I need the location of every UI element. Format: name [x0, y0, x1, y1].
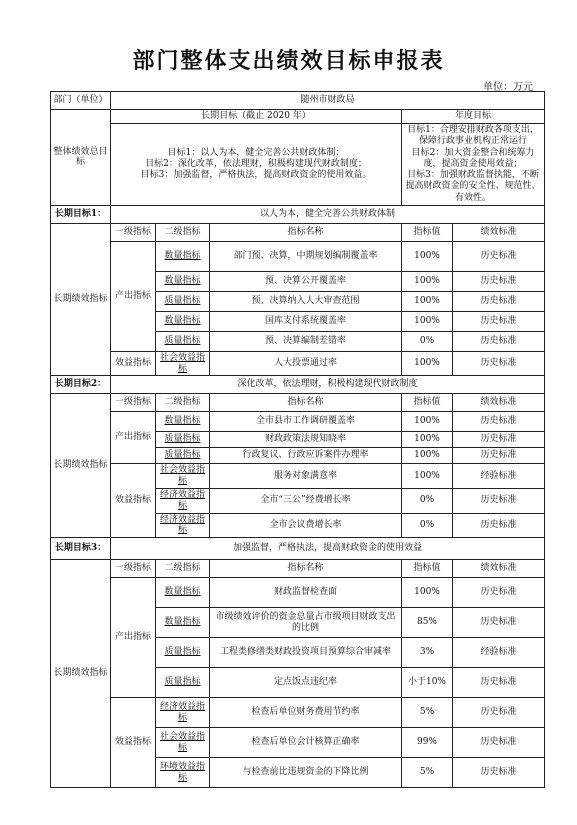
header-level2: 二级指标 [156, 223, 210, 241]
overview-header-row [51, 110, 545, 124]
indicator-row [51, 412, 545, 432]
indicator-standard: 历史标准 [453, 698, 545, 728]
level2-cell [156, 608, 210, 638]
indicator-name: 人大投票通过率 [210, 351, 402, 376]
level2-label: 数量指标 [164, 315, 201, 326]
indicator-name: 预、决算编制差错率 [210, 331, 402, 351]
indicator-value: 小于10% [402, 668, 453, 698]
level2-cell [156, 668, 210, 698]
level2-label: 数量指标 [164, 275, 201, 286]
level2-label: 质量指标 [164, 335, 201, 346]
level2-cell [156, 271, 210, 291]
level2-cell [156, 331, 210, 351]
indicator-name: 部门预、决算，中期规划编制覆盖率 [210, 241, 402, 271]
indicator-name: 行政复议、行政应诉案件办理率 [210, 448, 402, 464]
level1-cell: 效益指标 [111, 698, 156, 788]
indicator-standard: 经验标准 [453, 464, 545, 489]
indicator-value: 100% [402, 351, 453, 376]
indicator-value: 100% [402, 578, 453, 608]
annual-objective-3: 目标3：加强财政监督执能，不断提高财政资金的安全性、规范性、有效性。 [405, 170, 541, 203]
indicator-value: 100% [402, 271, 453, 291]
indicator-header-row [51, 223, 545, 241]
header-level1: 一级指标 [111, 560, 156, 578]
level1-cell: 效益指标 [111, 351, 156, 376]
indicator-standard: 历史标准 [453, 513, 545, 538]
dept-row [51, 92, 545, 110]
indicator-value: 100% [402, 241, 453, 271]
indicator-name: 国库支付系统覆盖率 [210, 311, 402, 331]
level2-label: 经济效益指标 [159, 701, 205, 723]
indicator-name: 服务对象满意率 [210, 464, 402, 489]
indicator-name: 全市“三公”经费增长率 [210, 488, 402, 513]
header-value: 指标值 [402, 560, 453, 578]
page-title: 部门整体支出绩效目标申报表 [132, 48, 445, 74]
header-standard: 绩效标准 [453, 394, 545, 412]
indicator-row [51, 464, 545, 489]
indicator-name: 全市县市工作调研覆盖率 [210, 412, 402, 432]
indicator-value: 0% [402, 513, 453, 538]
indicator-value: 0% [402, 331, 453, 351]
header-name: 指标名称 [210, 394, 402, 412]
dept-label: 部门（单位） [51, 92, 111, 110]
level2-cell [156, 488, 210, 513]
overview-body-row [51, 124, 545, 206]
indicator-standard: 历史标准 [453, 271, 545, 291]
side-label: 长期绩效指标 [51, 223, 111, 376]
level1-cell: 效益指标 [111, 464, 156, 538]
level2-cell [156, 513, 210, 538]
indicator-value: 100% [402, 432, 453, 448]
indicator-header-row [51, 560, 545, 578]
level2-label: 社会效益指标 [159, 731, 205, 753]
goal-row [51, 205, 545, 223]
level2-cell [156, 728, 210, 758]
goal-label: 长期目标3： [51, 538, 111, 560]
level1-cell: 产出指标 [111, 578, 156, 698]
level1-cell: 产出指标 [111, 412, 156, 464]
level2-label: 质量指标 [164, 677, 201, 688]
annual-objective-2: 目标2：加大资金整合和统筹力度，提高资金使用效益； [411, 147, 535, 169]
indicator-standard: 历史标准 [453, 311, 545, 331]
indicator-standard: 历史标准 [453, 758, 545, 788]
level2-label: 环境效益指标 [159, 761, 205, 783]
indicator-standard: 历史标准 [453, 351, 545, 376]
indicator-name: 市级绩效评价的资金总量占市级项目财政支出的比例 [210, 608, 402, 638]
annual-header: 年度目标 [402, 110, 545, 124]
indicator-value: 100% [402, 291, 453, 311]
indicator-standard: 历史标准 [453, 668, 545, 698]
indicator-row [51, 578, 545, 608]
long-term-header: 长期目标（截止 2020 年） [111, 110, 402, 124]
indicator-value: 100% [402, 464, 453, 489]
goal-label: 长期目标2： [51, 376, 111, 394]
header-standard: 绩效标准 [453, 223, 545, 241]
goal-text: 加强监督，严格执法，提高财政资金的使用效益 [111, 538, 545, 560]
indicator-value: 5% [402, 698, 453, 728]
level2-cell [156, 698, 210, 728]
indicator-standard: 经验标准 [453, 638, 545, 668]
indicator-standard: 历史标准 [453, 412, 545, 432]
goal-row [51, 376, 545, 394]
indicator-row [51, 241, 545, 271]
indicator-value: 100% [402, 311, 453, 331]
level2-cell [156, 448, 210, 464]
indicator-name: 财政监督检查面 [210, 578, 402, 608]
header-level1: 一级指标 [111, 223, 156, 241]
indicator-standard: 历史标准 [453, 291, 545, 311]
indicator-standard: 历史标准 [453, 578, 545, 608]
indicator-name: 工程类修缮类财政投资项目预算综合审减率 [210, 638, 402, 668]
header-standard: 绩效标准 [453, 560, 545, 578]
level2-cell [156, 241, 210, 271]
indicator-standard: 历史标准 [453, 448, 545, 464]
indicator-value: 0% [402, 488, 453, 513]
level2-cell [156, 291, 210, 311]
indicator-value: 100% [402, 412, 453, 432]
indicator-value: 99% [402, 728, 453, 758]
indicator-standard: 历史标准 [453, 728, 545, 758]
overview-label: 整体绩效总目标 [51, 110, 111, 206]
level2-label: 质量指标 [164, 450, 201, 461]
level2-label: 经济效益指标 [159, 489, 205, 511]
indicator-value: 3% [402, 638, 453, 668]
indicator-row [51, 351, 545, 376]
indicator-header-row [51, 394, 545, 412]
level2-cell [156, 412, 210, 432]
level2-label: 社会效益指标 [159, 352, 205, 374]
side-label: 长期绩效指标 [51, 394, 111, 538]
indicator-value: 85% [402, 608, 453, 638]
long-term-objectives [111, 124, 402, 206]
indicator-value: 100% [402, 448, 453, 464]
performance-table [50, 91, 545, 788]
indicator-standard: 历史标准 [453, 241, 545, 271]
long-term-objective-3: 目标3：加强监督，严格执法，提高财政资金的使用效益。 [140, 170, 372, 180]
level2-label: 数量指标 [164, 416, 201, 427]
level2-label: 数量指标 [164, 587, 201, 598]
unit-label: 单位：万元 [483, 82, 533, 93]
indicator-name: 检查后单位会计核算正确率 [210, 728, 402, 758]
level2-label: 质量指标 [164, 434, 201, 445]
indicator-row [51, 698, 545, 728]
indicator-name: 预、决算公开覆盖率 [210, 271, 402, 291]
header-name: 指标名称 [210, 560, 402, 578]
indicator-value: 5% [402, 758, 453, 788]
level2-cell [156, 311, 210, 331]
indicator-standard: 历史标准 [453, 331, 545, 351]
indicator-name: 财政政策法规知晓率 [210, 432, 402, 448]
level2-label: 质量指标 [164, 647, 201, 658]
header-value: 指标值 [402, 394, 453, 412]
header-level2: 二级指标 [156, 394, 210, 412]
level2-cell [156, 351, 210, 376]
level2-label: 数量指标 [164, 617, 201, 628]
level2-cell [156, 758, 210, 788]
indicator-standard: 历史标准 [453, 488, 545, 513]
indicator-standard: 历史标准 [453, 432, 545, 448]
header-value: 指标值 [402, 223, 453, 241]
level2-label: 数量指标 [164, 250, 201, 261]
indicator-name: 检查后单位财务费用节约率 [210, 698, 402, 728]
goal-text: 深化改革，依法理财，积极构建现代财政制度 [111, 376, 545, 394]
indicator-standard: 历史标准 [453, 608, 545, 638]
level1-cell: 产出指标 [111, 241, 156, 351]
indicator-name: 全市会议费增长率 [210, 513, 402, 538]
level2-label: 社会效益指标 [159, 465, 205, 487]
indicator-name: 与检查前比违规资金的下降比例 [210, 758, 402, 788]
long-term-objective-2: 目标2：深化改革，依法理财，积极构建现代财政制度； [145, 158, 367, 169]
level2-cell [156, 638, 210, 668]
indicator-name: 预、决算纳入人大审查范围 [210, 291, 402, 311]
goal-row [51, 538, 545, 560]
level2-label: 经济效益指标 [159, 514, 205, 536]
header-level2: 二级指标 [156, 560, 210, 578]
level2-cell [156, 432, 210, 448]
goal-label: 长期目标1： [51, 205, 111, 223]
side-label: 长期绩效指标 [51, 560, 111, 788]
long-term-objective-1: 目标1：以人为本，健全完善公共财政体制； [167, 147, 345, 158]
annual-objective-1: 目标1：合理安排财政各项支出，保障行政事业机构正常运行 [407, 125, 539, 147]
indicator-name: 定点饭点违纪率 [210, 668, 402, 698]
header-level1: 一级指标 [111, 394, 156, 412]
dept-value: 随州市财政局 [111, 92, 545, 110]
level2-label: 质量指标 [164, 295, 201, 306]
level2-cell [156, 464, 210, 489]
goal-text: 以人为本，健全完善公共财政体制 [111, 205, 545, 223]
header-name: 指标名称 [210, 223, 402, 241]
annual-objectives [402, 124, 545, 206]
level2-cell [156, 578, 210, 608]
